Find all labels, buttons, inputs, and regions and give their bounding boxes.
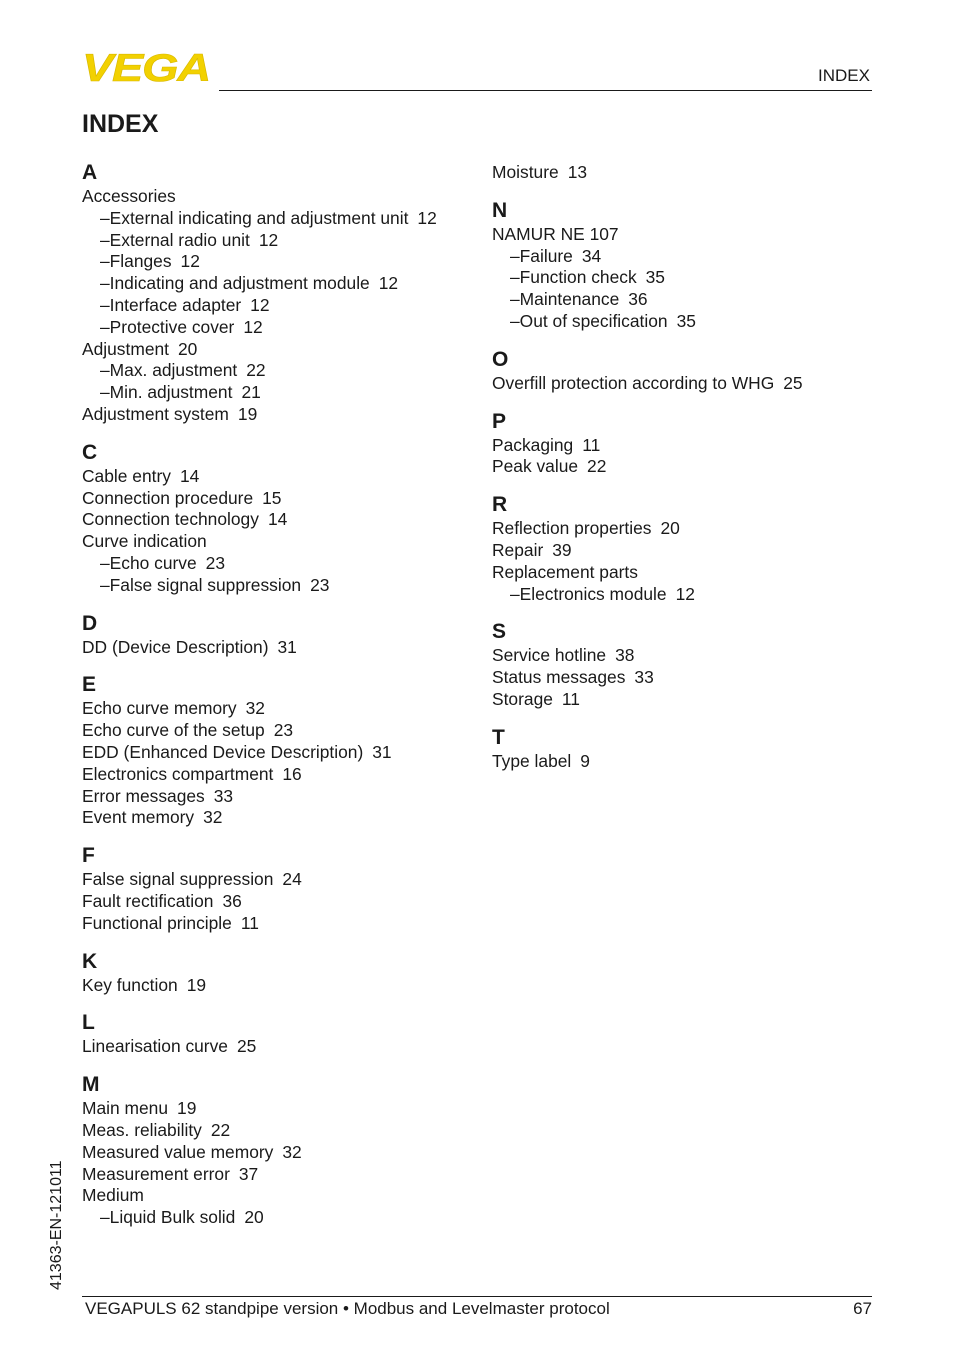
index-term: Linearisation curve	[82, 1036, 228, 1057]
index-section	[492, 619, 882, 710]
index-section	[492, 198, 882, 333]
index-subentry	[492, 246, 882, 268]
index-term: Service hotline	[492, 645, 607, 666]
index-term: Function check	[519, 267, 637, 288]
index-entry	[82, 975, 472, 997]
index-section	[82, 160, 472, 426]
index-entry	[492, 456, 882, 478]
index-page-ref: 11	[582, 434, 601, 455]
vega-logo	[82, 50, 212, 84]
index-page-ref: 9	[580, 750, 590, 771]
index-page-ref: 22	[587, 456, 607, 477]
index-page-ref: 35	[645, 267, 665, 288]
index-page-ref: 12	[417, 207, 437, 228]
index-column-left	[82, 160, 472, 1229]
index-entry	[82, 869, 472, 891]
index-entry	[82, 466, 472, 488]
index-section	[82, 611, 472, 659]
index-entry	[82, 339, 472, 361]
index-section	[492, 162, 882, 184]
index-term: Medium	[82, 1185, 144, 1206]
index-letter-heading: R	[492, 493, 508, 517]
index-entry	[82, 531, 472, 553]
footer-divider	[82, 1296, 872, 1297]
index-term: Echo curve memory	[82, 698, 237, 719]
index-page-ref: 20	[178, 338, 198, 359]
index-page-ref: 31	[277, 636, 297, 657]
index-page-ref: 14	[267, 509, 288, 530]
svg-text:VEGA: VEGA	[82, 50, 210, 84]
index-page-ref: 23	[205, 552, 226, 573]
index-section	[492, 409, 882, 479]
index-entry	[492, 224, 882, 246]
index-page-ref: 12	[675, 583, 695, 604]
index-letter-heading: K	[82, 949, 98, 973]
header-divider	[219, 90, 872, 91]
page-number: 67	[853, 1299, 872, 1318]
index-page-ref: 15	[262, 487, 282, 508]
index-term: Echo curve of the setup	[82, 720, 265, 741]
footer-product-title: VEGAPULS 62 standpipe version • Modbus and Levelmaster protocol	[85, 1299, 610, 1318]
index-page-ref: 20	[244, 1207, 264, 1228]
index-page-ref: 36	[628, 289, 648, 310]
index-page-ref: 33	[634, 667, 654, 688]
index-entry	[492, 518, 882, 540]
index-term: Fault rectification	[82, 890, 214, 911]
index-entry	[82, 1098, 472, 1120]
index-entry	[492, 373, 882, 395]
index-page-ref: 37	[238, 1163, 259, 1184]
index-letter-heading: N	[492, 198, 508, 222]
index-term: EDD (Enhanced Device Description)	[82, 741, 364, 762]
index-page-ref: 35	[676, 310, 696, 331]
index-term: Overfill protection according to WHG	[492, 372, 775, 393]
index-term: Status messages	[492, 667, 626, 688]
index-page-ref: 11	[240, 912, 259, 933]
index-subentry	[82, 273, 472, 295]
index-section	[82, 672, 472, 829]
index-letter-heading: S	[492, 620, 507, 644]
index-term: Functional principle	[82, 912, 232, 933]
index-section	[82, 1010, 472, 1058]
index-term: External indicating and adjustment unit	[109, 207, 409, 228]
index-term: Accessories	[82, 186, 176, 206]
index-page-ref: 20	[660, 518, 680, 539]
index-subentry	[82, 251, 472, 273]
index-subentry	[82, 208, 472, 230]
index-entry	[82, 742, 472, 764]
index-entry	[492, 667, 882, 689]
index-term: Curve indication	[82, 531, 207, 552]
index-term: False signal suppression	[82, 869, 274, 890]
index-term: Max. adjustment	[109, 360, 238, 381]
index-term: Liquid Bulk solid	[109, 1207, 236, 1228]
index-subentry	[492, 267, 882, 289]
index-term: Flanges	[109, 251, 172, 272]
index-term: Moisture	[492, 162, 559, 182]
index-term: NAMUR NE 107	[492, 223, 619, 244]
index-page-ref: 25	[236, 1036, 257, 1057]
index-entry	[492, 751, 882, 773]
index-term: Key function	[82, 974, 178, 995]
index-term: Indicating and adjustment module	[109, 273, 370, 294]
index-term: External radio unit	[109, 229, 250, 250]
index-page-ref: 31	[372, 741, 392, 762]
index-entry	[82, 186, 472, 208]
index-subentry	[82, 1207, 472, 1229]
index-letter-heading: C	[82, 440, 98, 464]
index-term: Reflection properties	[492, 518, 652, 539]
index-letter-heading: L	[82, 1011, 95, 1035]
index-term: Electronics module	[519, 583, 667, 604]
index-term: Error messages	[82, 785, 205, 806]
index-entry	[82, 1036, 472, 1058]
index-page-ref: 25	[783, 372, 803, 393]
index-page-ref: 12	[258, 229, 279, 250]
index-term: Type label	[492, 750, 572, 771]
index-term: Failure	[519, 245, 573, 266]
index-entry	[492, 645, 882, 667]
index-entry	[82, 1185, 472, 1207]
index-page-ref: 21	[241, 382, 261, 403]
index-page-ref: 32	[203, 807, 223, 828]
index-entry	[82, 913, 472, 935]
index-letter-heading: O	[492, 347, 509, 371]
index-term: Connection procedure	[82, 487, 254, 508]
index-page-ref: 11	[561, 688, 580, 709]
index-term: Min. adjustment	[109, 382, 233, 403]
index-letter-heading: M	[82, 1073, 100, 1097]
index-entry	[82, 807, 472, 829]
index-term: Maintenance	[519, 289, 620, 310]
index-page-ref: 12	[250, 294, 270, 315]
index-section	[492, 347, 882, 395]
index-entry	[492, 562, 882, 584]
index-subentry	[82, 295, 472, 317]
index-entry	[492, 435, 882, 457]
index-subentry	[82, 575, 472, 597]
index-letter-heading: A	[82, 161, 98, 184]
index-term: Protective cover	[109, 316, 235, 337]
index-term: DD (Device Description)	[82, 636, 269, 657]
index-term: Peak value	[492, 456, 579, 477]
index-term: Storage	[492, 688, 553, 709]
index-subentry	[492, 289, 882, 311]
index-entry	[82, 637, 472, 659]
index-page-ref: 24	[282, 869, 302, 890]
index-page-ref: 23	[273, 720, 294, 741]
index-entry	[492, 689, 882, 711]
index-subentry	[492, 311, 882, 333]
index-entry	[82, 404, 472, 426]
index-term: Interface adapter	[109, 294, 242, 315]
index-term: False signal suppression	[109, 574, 302, 595]
index-page-ref: 22	[210, 1119, 231, 1140]
header-section-label: INDEX	[818, 66, 870, 85]
index-page-ref: 14	[179, 465, 200, 486]
index-page-ref: 19	[177, 1098, 197, 1119]
index-letter-heading: P	[492, 409, 507, 433]
index-section	[492, 725, 882, 773]
index-term: Replacement parts	[492, 561, 638, 582]
index-term: Echo curve	[109, 552, 197, 573]
index-entry	[82, 488, 472, 510]
index-term: Repair	[492, 539, 544, 560]
index-term: Connection technology	[82, 509, 259, 530]
index-term: Electronics compartment	[82, 763, 274, 784]
index-entry	[492, 162, 882, 184]
index-page-ref: 36	[222, 890, 242, 911]
index-entry	[492, 540, 882, 562]
index-page-ref: 34	[581, 245, 602, 266]
index-section	[82, 1072, 472, 1229]
index-page-ref: 19	[186, 974, 207, 995]
index-term: Cable entry	[82, 465, 171, 486]
index-subentry	[492, 584, 882, 606]
index-section	[82, 843, 472, 934]
index-entry	[82, 1120, 472, 1142]
index-page-ref: 12	[180, 251, 200, 272]
document-code: 41363-EN-121011	[48, 1160, 65, 1290]
index-page-ref: 12	[243, 316, 263, 337]
index-term: Main menu	[82, 1098, 169, 1119]
index-entry	[82, 1164, 472, 1186]
index-entry	[82, 891, 472, 913]
index-page-ref: 32	[245, 698, 265, 719]
index-term: Out of specification	[519, 310, 668, 331]
index-term: Adjustment	[82, 338, 169, 359]
index-term: Meas. reliability	[82, 1119, 202, 1140]
index-entry	[82, 509, 472, 531]
index-page-ref: 38	[615, 645, 635, 666]
index-column-right	[492, 160, 882, 773]
index-subentry	[82, 317, 472, 339]
index-subentry	[82, 553, 472, 575]
index-term: Measured value memory	[82, 1141, 274, 1162]
index-letter-heading: E	[82, 673, 97, 697]
index-page-ref: 12	[378, 273, 399, 294]
index-section	[492, 492, 882, 605]
index-subentry	[82, 230, 472, 252]
index-page-ref: 23	[310, 574, 330, 595]
index-page-ref: 32	[282, 1141, 302, 1162]
index-entry	[82, 764, 472, 786]
index-page-ref: 39	[552, 539, 572, 560]
index-term: Packaging	[492, 434, 574, 455]
index-letter-heading: D	[82, 611, 98, 635]
index-letter-heading: F	[82, 844, 95, 868]
index-letter-heading: T	[492, 725, 505, 749]
index-section	[82, 440, 472, 597]
index-page-ref: 13	[567, 162, 588, 182]
index-term: Event memory	[82, 807, 195, 828]
index-page-ref: 19	[237, 403, 258, 424]
index-entry	[82, 720, 472, 742]
index-subentry	[82, 360, 472, 382]
index-term: Measurement error	[82, 1163, 230, 1184]
index-entry	[82, 786, 472, 808]
index-page-ref: 22	[246, 360, 266, 381]
index-term: Adjustment system	[82, 403, 229, 424]
page-title: INDEX	[82, 110, 159, 138]
index-section	[82, 949, 472, 997]
index-entry	[82, 698, 472, 720]
index-page-ref: 33	[213, 785, 234, 806]
index-entry	[82, 1142, 472, 1164]
index-page-ref: 16	[282, 763, 302, 784]
index-subentry	[82, 382, 472, 404]
